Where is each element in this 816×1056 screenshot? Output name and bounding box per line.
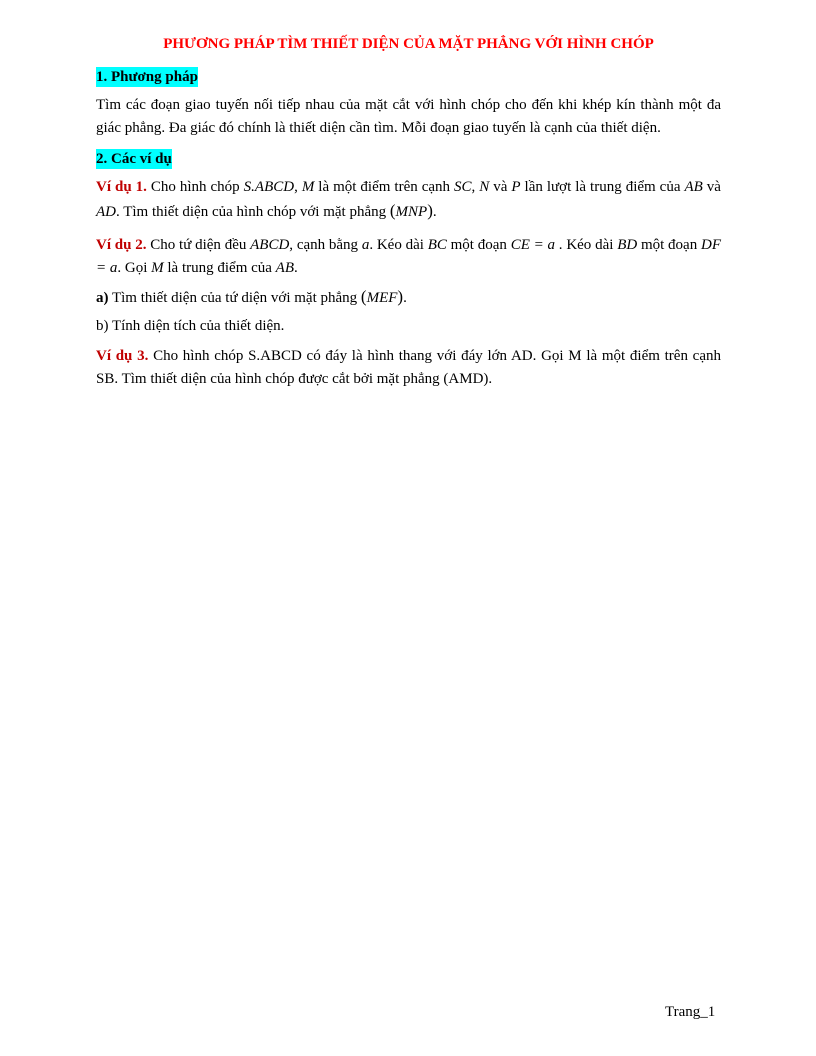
paren: ): [427, 201, 433, 220]
math: M: [301, 179, 315, 195]
text: và: [702, 179, 721, 195]
math: MEF: [366, 290, 398, 306]
math: SC: [454, 179, 472, 195]
math: M: [151, 260, 164, 276]
text: Cho tứ diện đều: [146, 237, 251, 253]
paren: (: [360, 287, 367, 306]
part-a-label: a): [96, 290, 109, 306]
math: CE = a: [510, 237, 556, 253]
text: .: [403, 290, 407, 306]
section-heading-examples: 2. Các ví dụ: [96, 151, 172, 167]
text: .: [432, 204, 437, 220]
math: ABCD: [250, 237, 290, 253]
text: .: [294, 260, 298, 276]
text: , cạnh bằng: [289, 237, 362, 253]
text: một đoạn: [446, 237, 511, 253]
text: Cho hình chóp: [146, 179, 244, 195]
text: ,: [294, 179, 302, 195]
example-2-label: Ví dụ 2.: [96, 237, 147, 253]
example-2: [96, 234, 721, 280]
text: một đoạn: [637, 237, 701, 253]
text: là trung điểm của: [163, 260, 276, 276]
page-number: Trang_1: [665, 1004, 716, 1020]
math: AD: [96, 204, 116, 220]
math: P: [511, 179, 521, 195]
math: AB: [684, 179, 703, 195]
example-2-part-b: b) Tính diện tích của thiết diện.: [96, 318, 285, 334]
text: Tìm thiết diện của tứ diện với mặt phẳng: [108, 290, 361, 306]
math: DF = a: [96, 237, 721, 276]
example-2-part-a: [96, 285, 721, 310]
text: . Kéo dài: [555, 237, 618, 253]
math: a: [361, 237, 370, 253]
math: BD: [617, 237, 638, 253]
paren: ): [397, 287, 404, 306]
math: N: [479, 179, 490, 195]
text: . Kéo dài: [369, 237, 428, 253]
text: Cho hình chóp S.ABCD có đáy là hình thang với đáy lớn AD. Gọi M là một điểm trên cạnh SB. Tìm thiết diện của hình chóp được cắt bởi mặt phẳng (AMD).: [96, 348, 721, 387]
math: BC: [427, 237, 447, 253]
example-3: [96, 345, 721, 391]
paren: (: [389, 201, 396, 220]
math: AB: [275, 260, 294, 276]
text: và: [489, 179, 512, 195]
section-heading-method: 1. Phương pháp: [96, 69, 198, 85]
math: S.ABCD: [243, 179, 295, 195]
text: . Gọi: [117, 260, 152, 276]
example-1-label: Ví dụ 1.: [96, 179, 147, 195]
example-1: [96, 176, 721, 224]
text: là một điểm trên cạnh: [314, 179, 455, 195]
method-paragraph: Tìm các đoạn giao tuyến nối tiếp nhau của mặt cắt với hình chóp cho đến khi khép kín thành một đa giác phẳng. Đa giác đó chính là thiết diện cần tìm. Mỗi đoạn giao tuyến là cạnh của thiết diện.: [96, 97, 721, 136]
text: lần lượt là trung điểm của: [520, 179, 685, 195]
document-title: PHƯƠNG PHÁP TÌM THIẾT DIỆN CỦA MẶT PHẲNG VỚI HÌNH CHÓP: [163, 36, 654, 52]
example-3-label: Ví dụ 3.: [96, 348, 149, 364]
text: ,: [471, 179, 480, 195]
text: . Tìm thiết diện của hình chóp với mặt phẳng: [116, 204, 390, 220]
math: MNP: [395, 204, 428, 220]
